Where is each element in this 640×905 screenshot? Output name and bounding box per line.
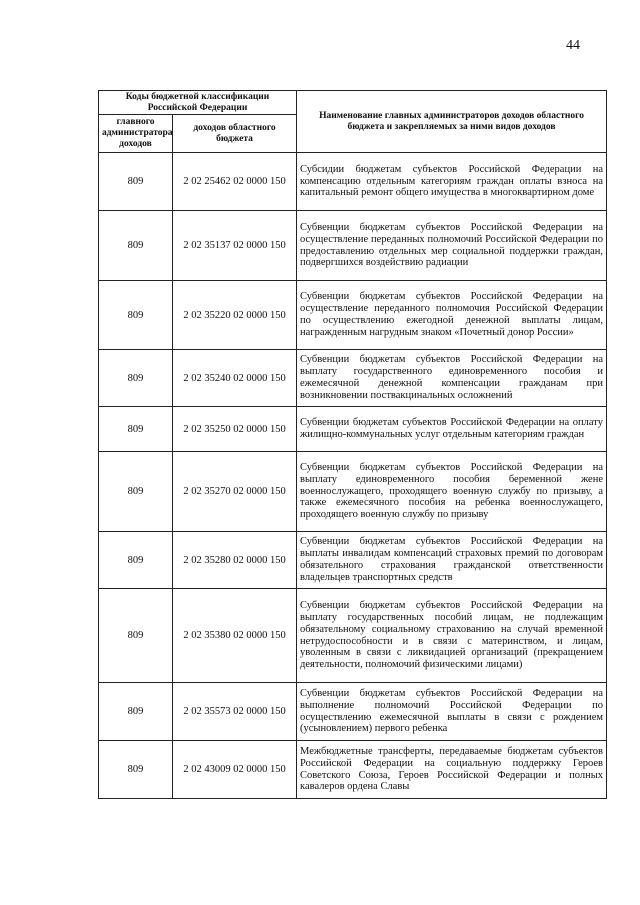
admin-code: 809 [99, 407, 173, 452]
income-code: 2 02 35270 02 0000 150 [173, 452, 297, 532]
table-row [99, 741, 607, 799]
income-code: 2 02 25462 02 0000 150 [173, 153, 297, 211]
income-code: 2 02 35380 02 0000 150 [173, 589, 297, 683]
table-row [99, 350, 607, 407]
income-description: Межбюджетные трансферты, передаваемые бюджетам субъектов Российской Федерации на социальную поддержку Героев Советского Союза, Героев Российской Федерации и полных кавалеров ордена Славы [297, 741, 607, 799]
income-code: 2 02 35220 02 0000 150 [173, 281, 297, 350]
table-row [99, 153, 607, 211]
income-code: 2 02 35137 02 0000 150 [173, 211, 297, 281]
table-row [99, 211, 607, 281]
budget-classification-table [98, 90, 607, 799]
income-description: Субвенции бюджетам субъектов Российской Федерации на выплаты инвалидам компенсаций страховых премий по договорам обязательного страхования гражданской ответственности владельцев транспортных средств [297, 532, 607, 589]
table-row [99, 452, 607, 532]
admin-code: 809 [99, 532, 173, 589]
table-row [99, 532, 607, 589]
table-row [99, 589, 607, 683]
income-code: 2 02 35280 02 0000 150 [173, 532, 297, 589]
admin-code: 809 [99, 153, 173, 211]
page-number: 44 [566, 38, 580, 53]
income-description: Субвенции бюджетам субъектов Российской Федерации на осуществление переданных полномочий Российской Федерации по предоставлению отдельных мер социальной поддержки граждан, подвергшихся воздействию радиации [297, 211, 607, 281]
admin-code: 809 [99, 350, 173, 407]
admin-code: 809 [99, 281, 173, 350]
income-code: 2 02 35240 02 0000 150 [173, 350, 297, 407]
income-description: Субвенции бюджетам субъектов Российской Федерации на выплату государственного единовременного пособия и ежемесячной денежной компенсации гражданам при возникновении поствакцинальных осложнений [297, 350, 607, 407]
admin-code: 809 [99, 589, 173, 683]
admin-code: 809 [99, 741, 173, 799]
admin-code: 809 [99, 211, 173, 281]
admin-column-header: главного администратора доходов [99, 115, 173, 153]
income-description: Субвенции бюджетам субъектов Российской Федерации на выплату единовременного пособия беременной жене военнослужащего, проходящего военную службу по призыву, а также ежемесячного пособия на ребенка военнослужащего, проходящего военную службу по призыву [297, 452, 607, 532]
name-column-header: Наименование главных администраторов доходов областного бюджета и закрепляемых за ними видов доходов [297, 91, 607, 153]
income-description: Субсидии бюджетам субъектов Российской Федерации на компенсацию отдельным категориям граждан оплаты взноса на капитальный ремонт общего имущества в многоквартирном доме [297, 153, 607, 211]
admin-code: 809 [99, 683, 173, 741]
income-description: Субвенции бюджетам субъектов Российской Федерации на выполнение полномочий Российской Федерации по осуществлению ежемесячной выплаты в связи с рождением (усыновлением) первого ребенка [297, 683, 607, 741]
income-code: 2 02 35250 02 0000 150 [173, 407, 297, 452]
income-code: 2 02 35573 02 0000 150 [173, 683, 297, 741]
income-description: Субвенции бюджетам субъектов Российской Федерации на оплату жилищно-коммунальных услуг отдельным категориям граждан [297, 407, 607, 452]
admin-code: 809 [99, 452, 173, 532]
table-row [99, 407, 607, 452]
income-column-header: доходов областного бюджета [173, 115, 297, 153]
income-description: Субвенции бюджетам субъектов Российской Федерации на выплату государственных пособий лицам, не подлежащим обязательному социальному страхованию на случай временной нетрудоспособности и в связи с материнством, и лицам, уволенным в связи с ликвидацией организаций (прекращением деятельности, полномочий физическими лицами) [297, 589, 607, 683]
income-code: 2 02 43009 02 0000 150 [173, 741, 297, 799]
table-row [99, 683, 607, 741]
income-description: Субвенции бюджетам субъектов Российской Федерации на осуществление переданного полномочия Российской Федерации по осуществлению ежегодной денежной выплаты лицам, награжденным нагрудным знаком «Почетный донор России» [297, 281, 607, 350]
codes-group-header: Коды бюджетной классификации Российской Федерации [99, 91, 297, 115]
table-row [99, 281, 607, 350]
